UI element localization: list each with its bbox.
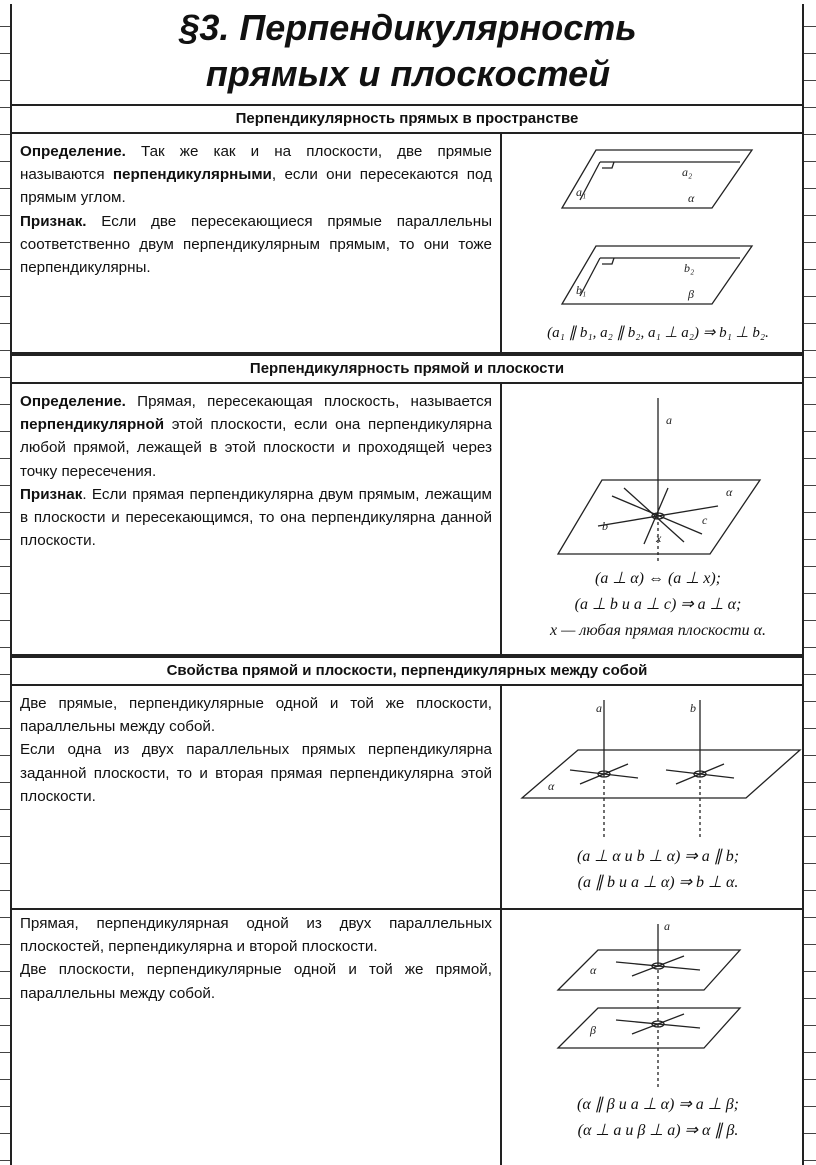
page-title [14, 0, 802, 102]
sign-text: Если две пересекающиеся прямые параллельны соответственно двум перпендикулярным прямым, то они тоже перпендикулярны. [20, 212, 492, 277]
title-line-2: прямых и плоскостей [205, 53, 611, 94]
section-4-figure [504, 910, 812, 1165]
label-a: a [666, 413, 672, 427]
right-angle-mark [602, 258, 614, 264]
column-divider [500, 910, 502, 1165]
section-2-formula-3: x — любая прямая плоскости α. [550, 622, 766, 639]
definition-term: перпендикулярной [20, 416, 165, 434]
definition-term: перпендикулярными [112, 166, 272, 184]
label-a: a [664, 919, 670, 933]
section-2-sign [20, 483, 492, 553]
label-alpha: α [688, 191, 695, 205]
definition-text-end: , если они пересекаются под прямым углом. [20, 166, 492, 207]
label-a: a [596, 701, 602, 715]
label-x: x [656, 531, 662, 545]
label-beta: β [688, 287, 694, 301]
label-a1: a₁ [576, 185, 587, 199]
section-4-formula-2: (α ⊥ a и β ⊥ a) ⇒ α ∥ β. [577, 1122, 739, 1139]
section-3-text [20, 692, 492, 808]
section-1-text [20, 140, 492, 279]
label-b: b [602, 519, 608, 533]
label-b: b [690, 701, 696, 715]
section-1-header: Перпендикулярность прямых в пространстве [12, 104, 802, 134]
section-3-header: Свойства прямой и плоскости, перпендикулярных между собой [12, 656, 802, 686]
definition-label: Определение. [20, 143, 126, 160]
section-2-figure [504, 384, 812, 654]
definition-text: Так же как и на плоскости, две прямые называются [20, 143, 492, 184]
label-b2: b₂ [684, 261, 695, 275]
section-3-property-1: Две прямые, перпендикулярные одной и той же плоскости, параллельны между собой. [20, 695, 492, 736]
section-4-property-1: Прямая, перпендикулярная одной из двух параллельных плоскостей, перпендикулярна и второй плоскости. [20, 915, 492, 956]
section-3-formula-2: (a ∥ b и a ⊥ α) ⇒ b ⊥ α. [577, 874, 739, 891]
label-a2: a₂ [682, 165, 693, 179]
section-3-formula-1: (a ⊥ α и b ⊥ α) ⇒ a ∥ b; [576, 848, 740, 865]
section-1-definition [20, 140, 492, 210]
sign-label: Признак. [20, 212, 87, 230]
sign-label: Признак [20, 485, 83, 503]
parallel-planes-diagram [504, 910, 812, 1090]
parallel-perpendiculars-diagram [504, 686, 812, 842]
label-alpha: α [548, 779, 555, 793]
right-angle-mark [602, 162, 614, 168]
label-b1: b₁ [576, 283, 587, 297]
section-1-sign [20, 210, 492, 280]
section-2-formula-2: (a ⊥ b и a ⊥ c) ⇒ a ⊥ α; [574, 596, 742, 613]
column-divider [500, 384, 502, 654]
column-divider [500, 134, 502, 352]
section-1-formula: (a₁ ∥ b₁, a₂ ∥ b₂, a₁ ⊥ a₂) ⇒ b₁ ⊥ b₂. [547, 325, 769, 341]
definition-text-end: этой плоскости, если она перпендикулярна любой прямой, лежащей в этой плоскости и проходящей через точку пересечения. [20, 416, 492, 480]
plane-alpha [522, 750, 800, 798]
label-alpha: α [590, 963, 597, 977]
section-2-row [12, 384, 802, 656]
section-1-row [12, 134, 802, 354]
section-2-formula-1: (a ⊥ α) ⇔ (a ⊥ x); [594, 570, 721, 587]
line-plane-perpendicular-diagram [504, 384, 812, 564]
definition-text: Прямая, пересекающая плоскость, называется [125, 393, 492, 410]
sign-text: . Если прямая перпендикулярна двум прямым, лежащим в плоскости и пересекающимся, то она перпендикулярна данной плоскости. [20, 485, 492, 550]
section-4-row [12, 910, 802, 1165]
title-line-1: §3. Перпендикулярность [179, 7, 637, 48]
section-3-property-2: Если одна из двух параллельных прямых перпендикулярна заданной плоскости, то и вторая прямая перпендикулярна этой плоскости. [20, 741, 492, 805]
section-3-figure [504, 686, 812, 908]
line-x [624, 488, 684, 542]
section-3-row [12, 686, 802, 910]
column-divider [500, 686, 502, 908]
section-1-figure [504, 134, 812, 352]
label-c: c [702, 513, 708, 527]
label-beta: β [590, 1023, 596, 1037]
label-alpha: α [726, 485, 733, 499]
section-4-property-2: Две плоскости, перпендикулярные одной и той же прямой, параллельны между собой. [20, 961, 492, 1002]
section-4-text [20, 912, 492, 1005]
section-2-header: Перпендикулярность прямой и плоскости [12, 354, 802, 384]
perpendicular-lines-diagram [504, 134, 812, 320]
definition-label: Определение. [20, 393, 126, 410]
section-2-definition [20, 390, 492, 483]
section-4-formula-1: (α ∥ β и a ⊥ α) ⇒ a ⊥ β; [577, 1096, 739, 1113]
section-2-text [20, 390, 492, 552]
